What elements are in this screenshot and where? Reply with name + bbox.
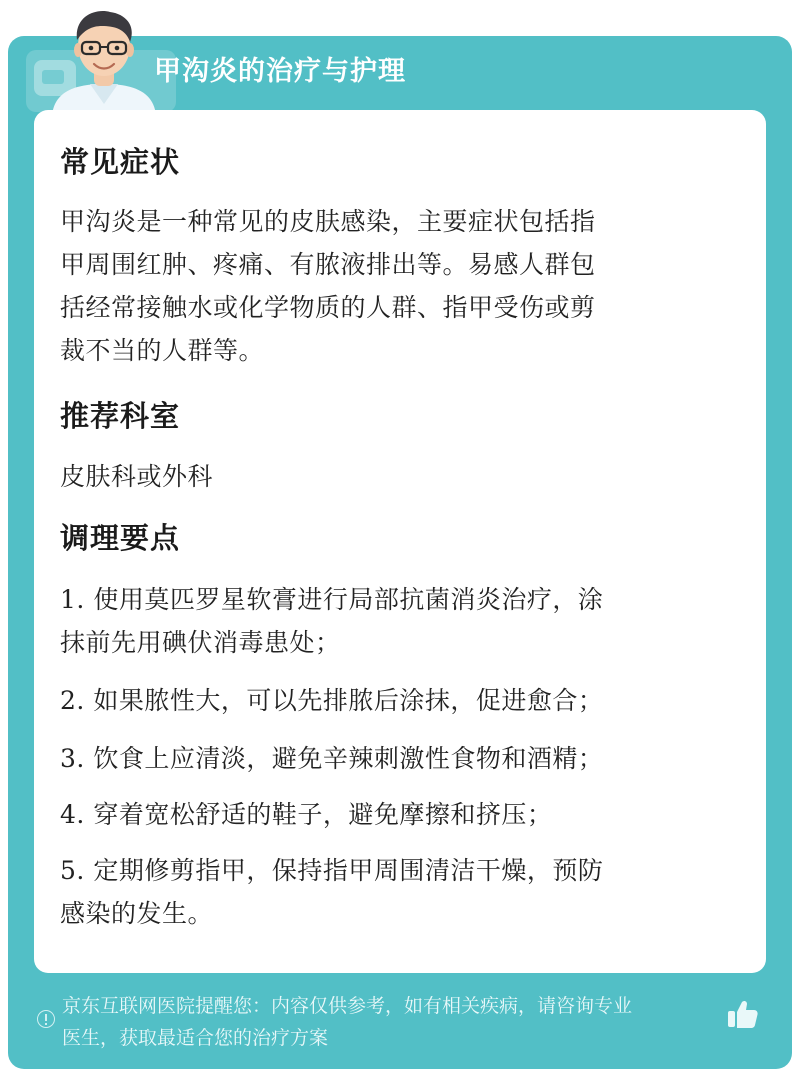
list-number: 1. xyxy=(60,585,85,614)
thumbs-up-icon[interactable] xyxy=(724,996,760,1032)
doctor-avatar xyxy=(44,4,164,116)
list-item xyxy=(60,679,740,722)
section-heading-symptoms: 常见症状 xyxy=(60,145,181,179)
disclaimer-text xyxy=(62,990,732,1054)
text-line: 裁不当的人群等。 xyxy=(60,336,265,365)
list-item xyxy=(60,737,740,780)
list-number: 3. xyxy=(60,744,85,773)
disclaimer-line: 医生，获取最适合您的治疗方案 xyxy=(62,1027,329,1049)
list-text: 抹前先用碘伏消毒患处； xyxy=(60,628,341,657)
list-number: 5. xyxy=(60,856,85,885)
list-number: 2. xyxy=(60,686,85,715)
list-item xyxy=(60,578,740,664)
info-circle-icon xyxy=(37,1010,55,1028)
list-text: 定期修剪指甲，保持指甲周围清洁干燥，预防 xyxy=(93,856,604,885)
section-heading-department: 推荐科室 xyxy=(60,399,181,433)
list-text: 饮食上应清淡，避免辛辣刺激性食物和酒精； xyxy=(93,744,604,773)
list-item xyxy=(60,849,740,935)
department-text xyxy=(60,455,730,498)
list-item xyxy=(60,793,740,836)
section-heading-care-tips: 调理要点 xyxy=(60,521,181,555)
list-number: 4. xyxy=(60,800,85,829)
list-text: 穿着宽松舒适的鞋子，避免摩擦和挤压； xyxy=(93,800,553,829)
disclaimer-line: 京东互联网医院提醒您：内容仅供参考，如有相关疾病，请咨询专业 xyxy=(62,995,633,1017)
list-text: 如果脓性大，可以先排脓后涂抹，促进愈合； xyxy=(93,686,604,715)
symptoms-text xyxy=(60,200,730,372)
list-text: 使用莫匹罗星软膏进行局部抗菌消炎治疗，涂 xyxy=(93,585,604,614)
list-text: 感染的发生。 xyxy=(60,899,214,928)
text-line: 皮肤科或外科 xyxy=(60,462,214,491)
text-line: 括经常接触水或化学物质的人群、指甲受伤或剪 xyxy=(60,293,596,322)
text-line: 甲周围红肿、疼痛、有脓液排出等。易感人群包 xyxy=(60,250,596,279)
text-line: 甲沟炎是一种常见的皮肤感染，主要症状包括指 xyxy=(60,207,596,236)
page-title: 甲沟炎的治疗与护理 xyxy=(154,56,406,87)
